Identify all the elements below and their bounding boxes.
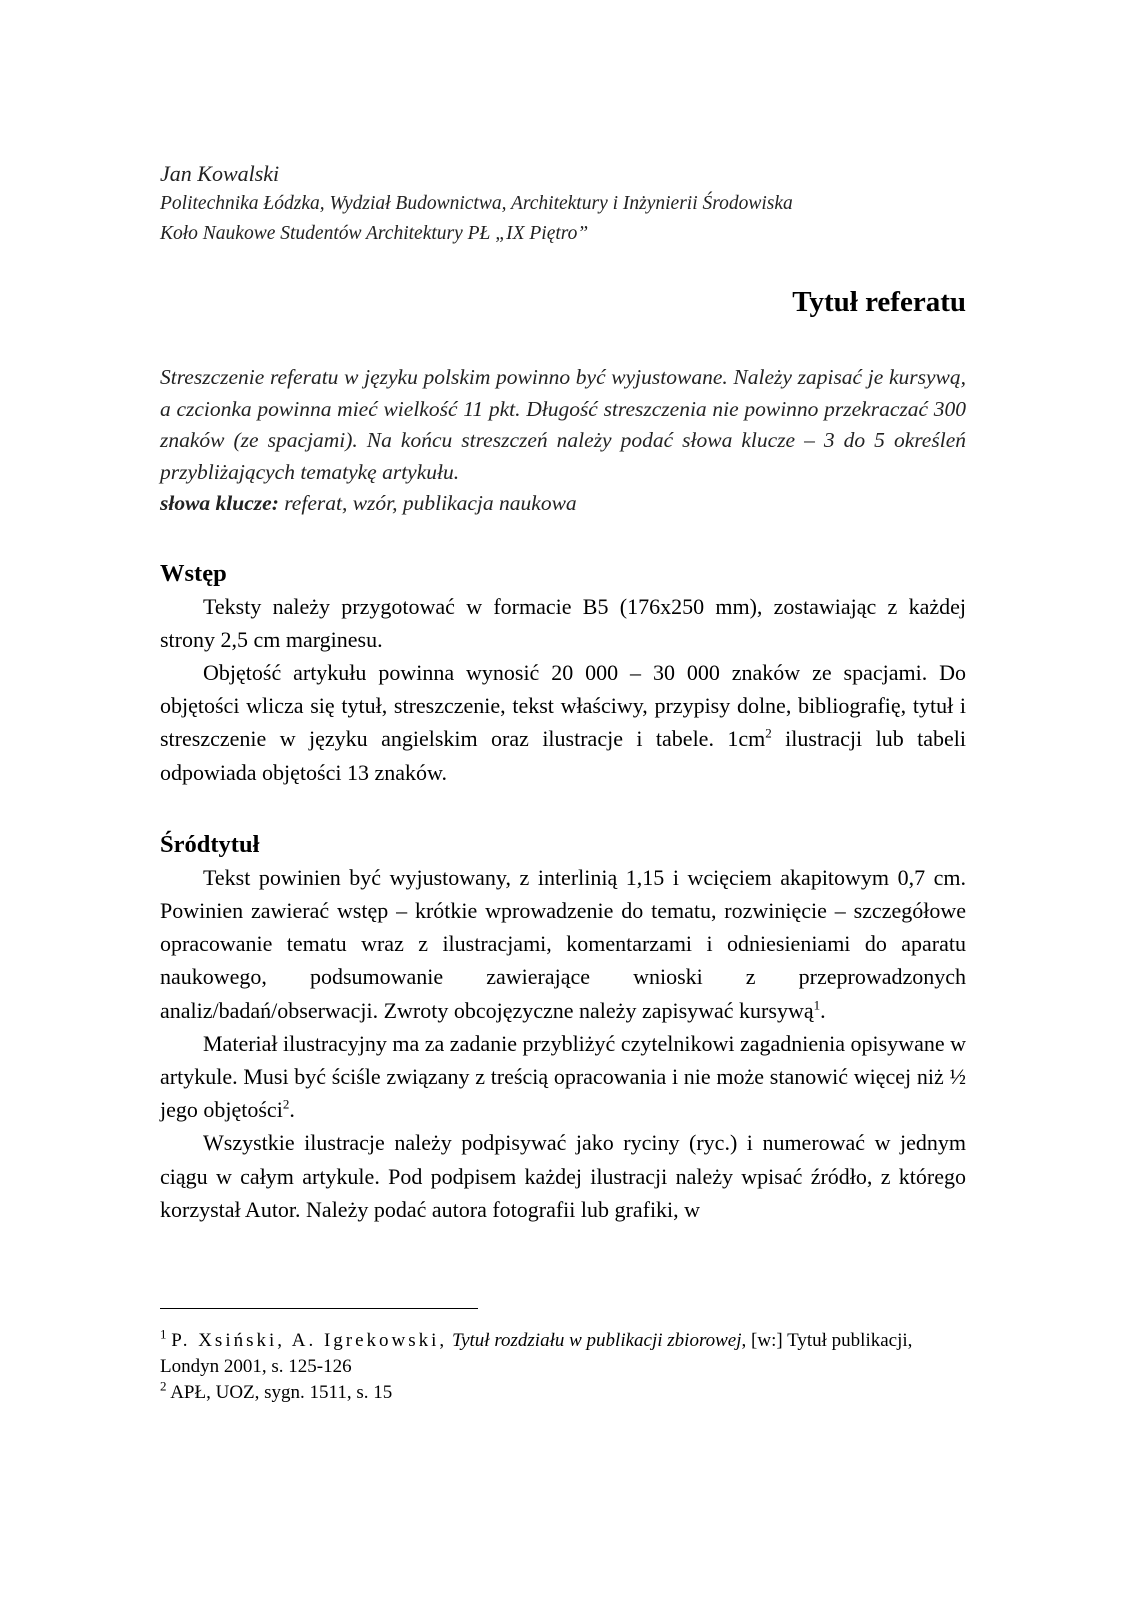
- footnote-title: Tytuł rozdziału w publikacji zbiorowej: [451, 1330, 742, 1351]
- abstract: Streszczenie referatu w języku polskim powinno być wyjustowane. Należy zapisać je kursywą, a czcionka powinna mieć wielkość 11 pkt. Długość streszczenia nie powinno przekraczać 300 znaków (ze spacjami). Na końcu streszczeń należy podać słowa klucze – 3 do 5 określeń przybliżających tematykę artykułu.: [160, 365, 966, 484]
- footnote-1: [160, 1328, 920, 1380]
- footnote-number: 1: [160, 1326, 167, 1342]
- paragraph: [160, 861, 966, 1027]
- author-name: Jan Kowalski: [160, 161, 280, 186]
- paragraph-text: .: [289, 1097, 295, 1123]
- affiliation-student-club: Koło Naukowe Studentów Architektury PŁ „IX Piętro”: [160, 223, 589, 244]
- footnote-text: , [w:] Tytuł publikacji, Londyn 2001, s. 125-126: [160, 1330, 913, 1377]
- paper-title: Tytuł referatu: [792, 286, 966, 318]
- affiliation-university: Politechnika Łódzka, Wydział Budownictwa, Architektury i Inżynierii Środowiska: [160, 193, 793, 214]
- footnote-ref-2[interactable]: 2: [282, 1096, 290, 1112]
- paragraph-text: .: [820, 997, 826, 1023]
- author-block: [160, 158, 966, 249]
- paragraph-text: ilustracji lub tabeli odpowiada objętości 13 znaków.: [160, 726, 966, 785]
- footnote-number: 2: [160, 1378, 167, 1394]
- footnote-authors: P. Xsiński, A. Igrekowski,: [171, 1330, 448, 1351]
- document-page: [160, 158, 966, 1438]
- paragraph: Teksty należy przygotować w formacie B5 (176x250 mm), zostawiając z każdej strony 2,5 cm marginesu.: [160, 593, 966, 652]
- superscript: 2: [765, 725, 772, 741]
- paragraph-text: Materiał ilustracyjny ma za zadanie przybliżyć czytelnikowi zagadnienia opisywane w artykule. Musi być ściśle związany z treścią opracowania i nie może stanowić więcej niż ½ jego objętości: [160, 1030, 966, 1123]
- paragraph-text: Tekst powinien być wyjustowany, z interlinią 1,15 i wcięciem akapitowym 0,7 cm. Powinien zawierać wstęp – krótkie wprowadzenie do tematu, rozwinięcie – szczegółowe opracowanie tematu wraz z ilustracjami, komentarzami i odniesieniami do aparatu naukowego, podsumowanie zawierające wnioski z przeprowadzonych analiz/badań/obserwacji. Zwroty obcojęzyczne należy zapisywać kursywą: [160, 864, 966, 1023]
- section-heading-subtitle: Śródtytuł: [160, 830, 260, 858]
- keywords-label: słowa klucze:: [160, 491, 279, 515]
- footnote-separator: [160, 1308, 478, 1309]
- section-heading-intro: Wstęp: [160, 559, 227, 587]
- paragraph: [160, 656, 966, 789]
- footnotes: [160, 1328, 920, 1406]
- footnote-2: [160, 1380, 920, 1406]
- keywords-line: [160, 488, 966, 520]
- footnote-text: APŁ, UOZ, sygn. 1511, s. 15: [166, 1382, 393, 1403]
- keywords-list: referat, wzór, publikacja naukowa: [278, 491, 577, 515]
- paragraph: [160, 1027, 966, 1127]
- paragraph: Wszystkie ilustracje należy podpisywać jako ryciny (ryc.) i numerować w jednym ciągu w całym artykule. Pod podpisem każdej ilustracji należy wpisać źródło, z którego korzystał Autor. Należy podać autora fotografii lub grafiki, w: [160, 1130, 966, 1222]
- paragraph-text: Objętość artykułu powinna wynosić 20 000 – 30 000 znaków ze spacjami. Do objętości wlicza się tytuł, streszczenie, tekst właściwy, przypisy dolne, bibliografię, tytuł i streszczenie w języku angielskim oraz ilustracje i tabele. 1cm: [160, 659, 966, 752]
- footnote-ref-1[interactable]: 1: [813, 997, 821, 1013]
